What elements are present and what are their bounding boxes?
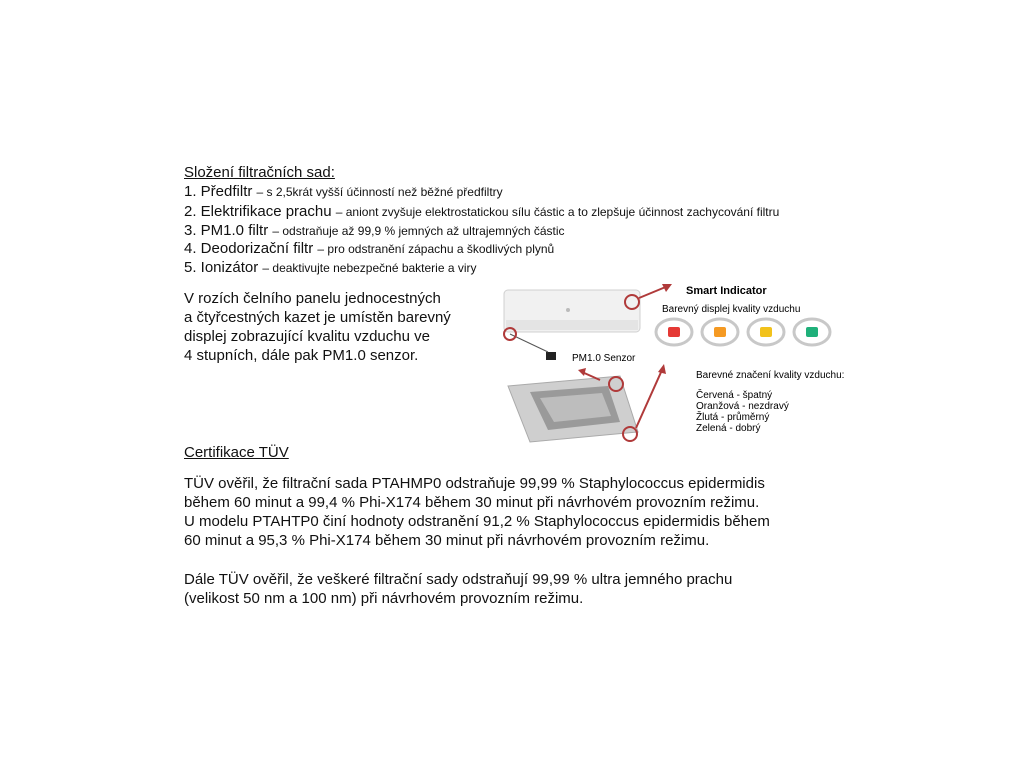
arrow-icon <box>658 364 666 374</box>
panel-text-line: a čtyřcestných kazet je umístěn barevný <box>184 309 451 326</box>
filter-item-1 <box>184 183 503 200</box>
filter-item-3 <box>184 222 565 239</box>
filter-item-desc: – deaktivujte nebezpečné bakterie a viry <box>262 261 477 275</box>
panel-text-line: 4 stupních, dále pak PM1.0 senzor. <box>184 347 419 364</box>
filter-item-desc: – odstraňuje až 99,9 % jemných až ultrajemných částic <box>272 224 565 238</box>
certification-heading: Certifikace TÜV <box>184 444 289 461</box>
cert-text-line: TÜV ověřil, že filtrační sada PTAHMP0 odstraňuje 99,99 % Staphylococcus epidermidis <box>184 475 765 492</box>
certification-paragraph-1 <box>184 474 770 550</box>
legend-item: Zelená - dobrý <box>696 423 761 434</box>
filter-item-5 <box>184 259 477 276</box>
arrow-icon <box>578 368 586 376</box>
panel-text-line: displej zobrazující kvalitu vzduchu ve <box>184 328 430 345</box>
certification-paragraph-2 <box>184 570 732 608</box>
panel-description <box>184 289 451 365</box>
smart-indicator-title: Smart Indicator <box>686 285 767 297</box>
filter-item-4 <box>184 240 554 257</box>
smart-indicator-diagram <box>490 276 850 448</box>
indicator-yellow <box>748 319 784 345</box>
filter-item-2 <box>184 203 779 220</box>
filters-heading: Složení filtračních sad: <box>184 164 335 181</box>
filter-item-name: 3. PM1.0 filtr <box>184 222 269 239</box>
legend-item: Žlutá - průměrný <box>696 412 770 423</box>
filter-item-desc: – pro odstranění zápachu a škodlivých plynů <box>317 242 555 256</box>
cert-text-line: U modelu PTAHTP0 činí hodnoty odstranění 91,2 % Staphylococcus epidermidis během <box>184 513 770 530</box>
filter-item-name: 2. Elektrifikace prachu <box>184 203 332 220</box>
cert-text-line: Dále TÜV ověřil, že veškeré filtrační sady odstraňují 99,99 % ultra jemného prachu <box>184 571 733 588</box>
panel-text-line: V rozích čelního panelu jednocestných <box>184 290 441 307</box>
indicator-red <box>656 319 692 345</box>
legend-title: Barevné značení kvality vzduchu: <box>696 370 845 381</box>
cert-text-line: 60 minut a 95,3 % Phi-X174 během 30 minut při návrhovém provozním režimu. <box>184 532 710 549</box>
filter-item-name: 4. Deodorizační filtr <box>184 240 314 257</box>
cassette-unit-illustration <box>508 376 638 442</box>
pm-sensor-icon <box>546 352 556 360</box>
cert-text-line: (velikost 50 nm a 100 nm) při návrhovém provozním režimu. <box>184 590 584 607</box>
legend-item: Červená - špatný <box>696 390 773 401</box>
filter-item-name: 5. Ionizátor <box>184 259 259 276</box>
smart-indicator-subtitle: Barevný displej kvality vzduchu <box>662 304 801 315</box>
legend-item: Oranžová - nezdravý <box>696 401 789 412</box>
sensor-label: PM1.0 Senzor <box>572 353 636 364</box>
indicator-orange <box>702 319 738 345</box>
indicator-green <box>794 319 830 345</box>
filter-item-desc: – aniont zvyšuje elektrostatickou sílu částic a to zlepšuje účinnost zachycování filtru <box>335 205 780 219</box>
filter-item-desc: – s 2,5krát vyšší účinností než běžné předfiltry <box>256 185 503 199</box>
wall-unit-illustration <box>504 290 640 332</box>
cert-text-line: během 60 minut a 99,4 % Phi-X174 během 30 minut při návrhovém provozním režimu. <box>184 494 760 511</box>
filter-item-name: 1. Předfiltr <box>184 183 253 200</box>
